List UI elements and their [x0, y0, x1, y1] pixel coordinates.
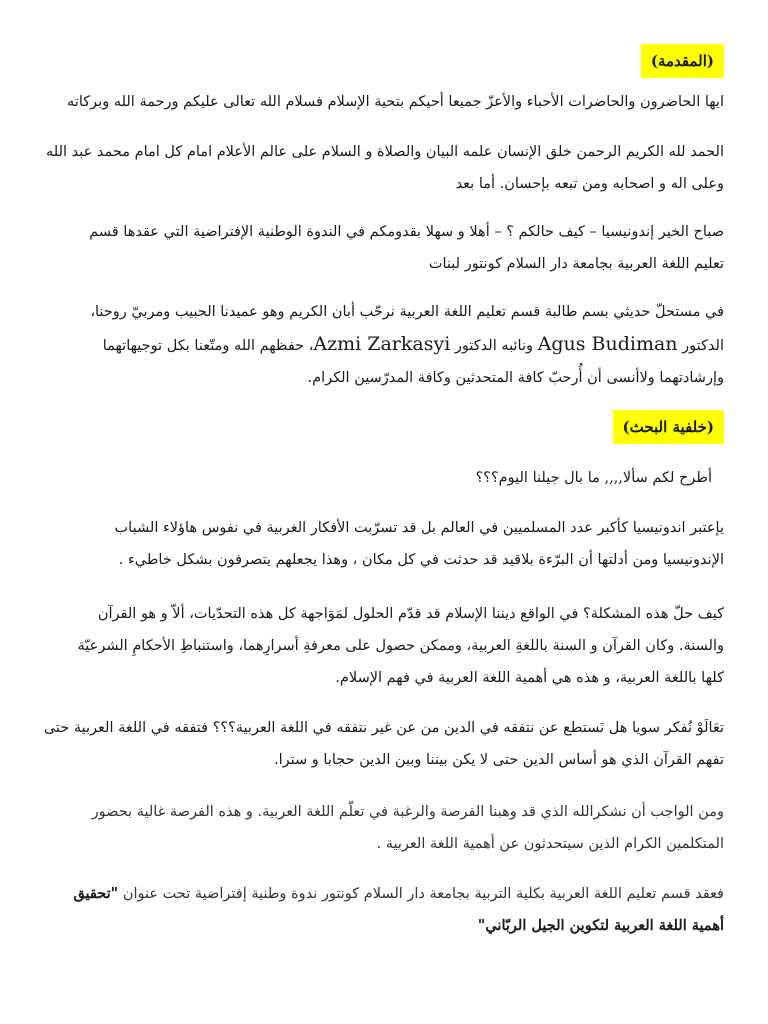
text-line: أطرح لكم سألا,,,, ما بال جيلنا اليوم؟؟؟ — [475, 470, 712, 486]
paragraph-greeting — [46, 86, 724, 118]
text-line: ومن الواجب أن نشكرالله الذي قد وهبنا الفرصة والرغبة في تعلّم اللغة العربية. و هذه الفرصة غالية بحضور — [91, 804, 724, 820]
name-agus-budiman: Agus Budiman — [537, 333, 678, 355]
paragraph-solution — [46, 598, 724, 694]
text-fragment: ، حفظهم الله ومتّعنا بكل توجيهاتهما — [102, 338, 314, 354]
paragraph-gratitude — [46, 796, 724, 860]
paragraph-question — [46, 462, 724, 494]
seminar-title-start: "تحقيق — [73, 885, 119, 902]
paragraph-opening-remarks — [46, 296, 724, 394]
text-fragment: ونائبه الدكتور — [454, 338, 533, 354]
paragraph-welcome — [46, 216, 724, 280]
background-heading-wrap — [46, 410, 724, 444]
paragraph-praise — [46, 136, 724, 200]
paragraph-indonesia — [46, 512, 724, 576]
intro-heading: (المقدمة) — [641, 44, 724, 78]
name-azmi-zarkasyi: Azmi Zarkasyi — [313, 333, 451, 355]
text-line: الإندونيسيا ومن أدلتها أن البرّءة بلاقيد قد حدثت في كل مكان ، وهذا يجعلهم يتصرفون بشكل خاطيء . — [118, 552, 724, 568]
text-fragment: فعقد قسم تعليم اللغة العربية بكلية التربية بجامعة دار السلام كونتور ندوة وطنية إفتراضية تحت عنوان — [122, 886, 724, 902]
paragraph-seminar-title — [46, 878, 724, 942]
seminar-title: أهمية اللغة العربية لتكوين الجيل الربّاني" — [477, 917, 724, 934]
text-line-names — [46, 328, 724, 362]
text-line: المتكلمين الكرام الذين سيتحدثون عن أهمية اللغة العربية . — [376, 836, 724, 852]
text-line: والسنة. وكان القرآن و السنة باللغةِ العربية، وممكن حصول على معرفةِ أسرارِهما، واستنباطِ الأحكامِ الشرعيّة — [77, 638, 724, 654]
text-fragment: الدكتور — [682, 338, 724, 354]
text-line: تعليم اللغة العربية بجامعة دار السلام كونتور لبنات — [428, 256, 724, 272]
text-line — [46, 878, 724, 910]
text-line: يإعتبر اندونيسيا كأكبر عدد المسلميين في العالم بل قد تسرّبت الأفكار الغربية في نفوس هاؤلاء الشباب — [114, 520, 724, 536]
text-line: كلها باللغة العربية، و هذه هي أهمية اللغة العربية في فهم الإسلام. — [335, 670, 724, 686]
document-page — [43, 0, 724, 1024]
text-line: تفهم القرآن الذي هو أساس الدين حتى لا يكن بيننا وبين الدين حجابا و سترا. — [274, 752, 724, 768]
text-line: وإرشادتهما ولاأنسى أن أُرحبّ كافة المتحدثين وكافة المدرّسين الكرام. — [307, 370, 724, 386]
text-line: كيف حلّ هذه المشكلة؟ في الواقع ديننا الإسلام قد قدّم الحلول لمَوَاجهة كل هذه التحدّيات، ألاّ و هو القرآن — [97, 606, 724, 622]
text-line: صباح الخير إندونيسيا – كيف حالكم ؟ – أهلا و سهلا بقدومكم في الندوة الوطنية الإفتراضية التي عقدها قسم — [89, 224, 724, 240]
text-line: ايها الحاضرون والحاضرات الأحباء والأعزّ جميعا أحيكم بتحية الإسلام فسلام الله تعالى عليكم ورحمة الله وبركاته — [67, 94, 724, 110]
paragraph-reflection — [43, 712, 724, 776]
intro-heading-wrap — [46, 44, 724, 78]
text-line: تعَالَوْ نُفكر سويا هل نَستطع عن نتفقه في الدين من عن غير نتفقه في اللغة العربية؟؟؟ فتفقه في اللغة العربية حتى — [43, 720, 724, 736]
text-line: وعلى اله و اصحابه ومن تبعه بإحسان. أما بعد — [455, 176, 724, 192]
background-heading: (خلفية البحث) — [613, 410, 725, 444]
text-line: في مستحلّ حديثي بسم طالبة قسم تعليم اللغة العربية نرحّب أبان الكريم وهو عميدنا الحبيب ومربيّ روحنا، — [90, 304, 724, 320]
text-line: الحمد لله الكريم الرحمن خلق الإنسان علمه البيان والصلاة و السلام على عالم الأعلام امام كل امام محمد عبد الله — [46, 144, 724, 160]
